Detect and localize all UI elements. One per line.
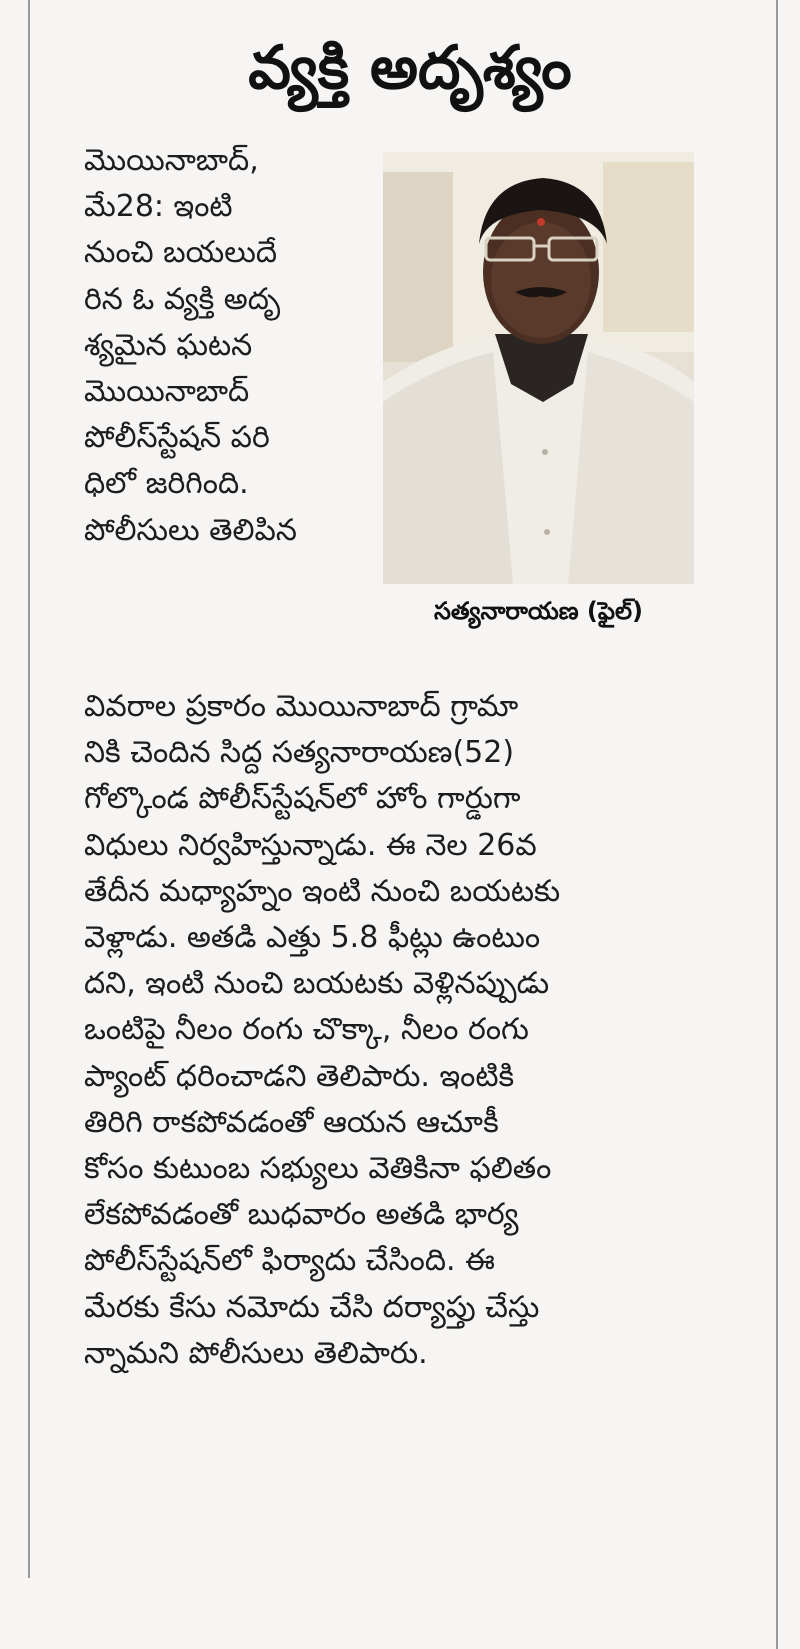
text-line: వివరాల ప్రకారం మొయినాబాద్ గ్రామా bbox=[84, 689, 519, 724]
wide-column-text bbox=[84, 684, 698, 1377]
photo-caption: సత్యనారాయణ (ఫైల్) bbox=[434, 597, 643, 625]
portrait-illustration bbox=[383, 152, 694, 584]
text-line: పోలీస్‌స్టేషన్‌లో ఫిర్యాదు చేసింది. ఈ bbox=[84, 1243, 495, 1279]
text-line: లేకపోవడంతో బుధవారం అతడి భార్య bbox=[84, 1197, 519, 1233]
text-line: రిన ఓ వ్యక్తి అదృ bbox=[84, 281, 281, 317]
text-line: కోసం కుటుంబ సభ్యులు వెతికినా ఫలితం bbox=[84, 1151, 552, 1187]
text-line: వెళ్లాడు. అతడి ఎత్తు 5.8 ఫీట్లు ఉంటుం bbox=[84, 920, 541, 956]
text-line: ధిలో జరిగింది. bbox=[84, 466, 249, 502]
right-column-rule bbox=[776, 0, 778, 1649]
text-line: గోల్కొండ పోలీస్‌స్టేషన్‌లో హోం గార్డుగా bbox=[84, 781, 521, 817]
text-line: శ్యమైన ఘటన bbox=[84, 327, 253, 363]
text-line: తేదీన మధ్యాహ్నం ఇంటి నుంచి బయటకు bbox=[84, 873, 561, 909]
text-line: మొయినాబాద్ bbox=[84, 374, 250, 410]
text-line: న్నామని పోలీసులు తెలిపారు. bbox=[84, 1335, 428, 1371]
text-line: మే28: ఇంటి bbox=[84, 189, 233, 225]
portrait-photo bbox=[383, 152, 694, 584]
text-line: ప్యాంట్ ధరించాడని తెలిపారు. ఇంటికి bbox=[84, 1058, 515, 1094]
text-line: పోలీస్‌స్టేషన్ పరి bbox=[84, 420, 270, 456]
text-line: నికి చెందిన సిద్ద సత్యనారాయణ(52) bbox=[84, 735, 515, 771]
narrow-column-text bbox=[84, 138, 360, 554]
text-line: తిరిగి రాకపోవడంతో ఆయన ఆచూకీ bbox=[84, 1104, 499, 1140]
text-line: దని, ఇంటి నుంచి బయటకు వెళ్లినప్పుడు bbox=[84, 966, 550, 1002]
text-line: మొయినాబాద్, bbox=[84, 143, 259, 178]
text-line: మేరకు కేసు నమోదు చేసి దర్యాప్తు చేస్తు bbox=[84, 1289, 540, 1325]
text-line: ఒంటిపై నీలం రంగు చొక్కా, నీలం రంగు bbox=[84, 1012, 529, 1048]
text-line: పోలీసులు తెలిపిన bbox=[84, 512, 297, 548]
left-column-rule bbox=[28, 0, 30, 1578]
headline: వ్యక్తి అదృశ్యం bbox=[248, 33, 572, 103]
text-line: విధులు నిర్వహిస్తున్నాడు. ఈ నెల 26వ bbox=[84, 827, 537, 863]
text-line: నుంచి బయలుదే bbox=[84, 235, 278, 271]
